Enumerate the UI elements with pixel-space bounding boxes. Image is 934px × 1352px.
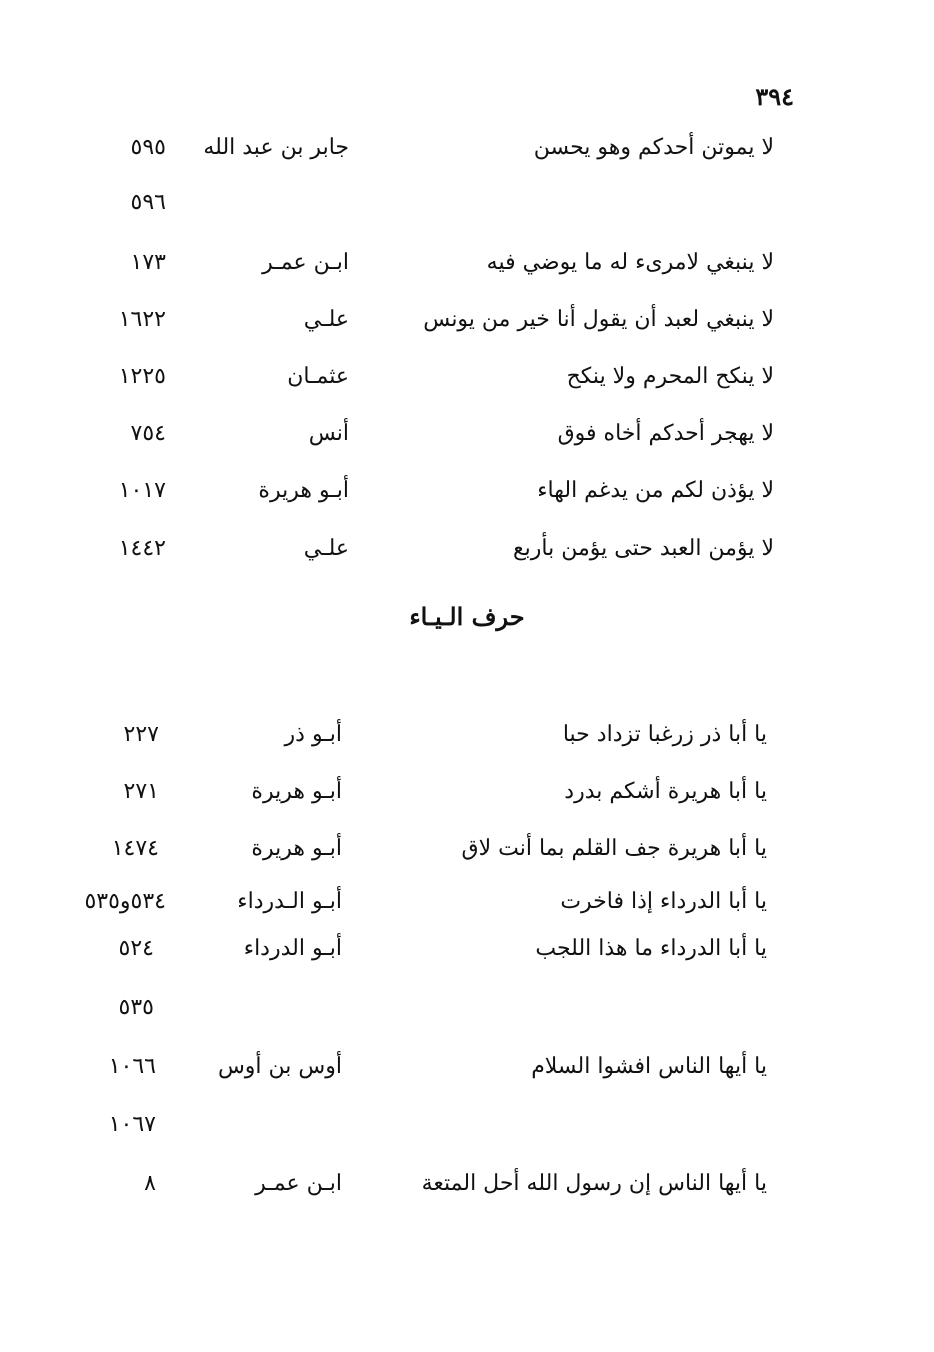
- narrator-name: أبـو ذر: [284, 722, 342, 747]
- narrator-name: أبـو هريرة: [251, 836, 342, 861]
- reference-number: ٥٣٥: [118, 995, 154, 1020]
- narrator-name: جابر بن عبد الله: [203, 135, 349, 160]
- reference-number: ٢٧١: [123, 779, 159, 804]
- index-row: [0, 307, 934, 347]
- narrator-name: علـي: [303, 307, 349, 332]
- hadith-text: لا ينبغي لامرىء له ما يوضي فيه: [486, 250, 774, 275]
- reference-number: ٢٢٧: [123, 722, 159, 747]
- hadith-text: يا أبا هريرة أشكم بدرد: [564, 779, 767, 804]
- reference-number: ٥٣٤و٥٣٥: [84, 889, 166, 914]
- narrator-name: أبـو هريرة: [251, 779, 342, 804]
- narrator-name: عثمـان: [287, 364, 349, 389]
- hadith-text: يا أبا هريرة جف القلم بما أنت لاق: [461, 836, 767, 861]
- index-row: [0, 421, 934, 461]
- reference-number: ١٠٦٧: [108, 1112, 156, 1137]
- hadith-text: يا أبا الدرداء إذا فاخرت: [560, 889, 767, 914]
- index-row: [0, 936, 934, 976]
- reference-number: ١٤٧٤: [111, 836, 159, 861]
- hadith-text: لا يؤمن العبد حتى يؤمن بأربع: [512, 536, 774, 561]
- index-row: [0, 364, 934, 404]
- index-row: [0, 779, 934, 819]
- hadith-text: لا ينبغي لعبد أن يقول أنا خير من يونس: [423, 307, 774, 332]
- narrator-name: أبـو هريرة: [258, 478, 349, 503]
- reference-number: ٥٩٦: [130, 190, 166, 215]
- reference-number: ١٢٢٥: [118, 364, 166, 389]
- index-row: [0, 1171, 934, 1211]
- reference-number: ١٠١٧: [118, 478, 166, 503]
- narrator-name: أبـو الدرداء: [243, 936, 342, 961]
- index-row: [0, 190, 934, 230]
- narrator-name: ابـن عمـر: [255, 1171, 342, 1196]
- reference-number: ١٧٣: [130, 250, 166, 275]
- reference-number: ٥٢٤: [118, 936, 154, 961]
- reference-number: ١٤٤٢: [118, 536, 166, 561]
- hadith-text: يا أبا ذر زرغبا تزداد حبا: [562, 722, 767, 747]
- index-row: [0, 889, 934, 929]
- narrator-name: ابـن عمـر: [262, 250, 349, 275]
- index-row: [0, 250, 934, 290]
- index-row: [0, 536, 934, 576]
- hadith-text: يا أيها الناس افشوا السلام: [531, 1054, 767, 1079]
- reference-number: ١٠٦٦: [108, 1054, 156, 1079]
- reference-number: ٧٥٤: [130, 421, 166, 446]
- hadith-text: يا أبا الدرداء ما هذا اللجب: [535, 936, 767, 961]
- reference-number: ١٦٢٢: [118, 307, 166, 332]
- index-row: [0, 478, 934, 518]
- index-row: [0, 1112, 934, 1152]
- narrator-name: علـي: [303, 536, 349, 561]
- hadith-text: لا يهجر أحدكم أخاه فوق: [557, 421, 774, 446]
- hadith-text: لا يؤذن لكم من يدغم الهاء: [537, 478, 774, 503]
- reference-number: ٨: [144, 1171, 156, 1196]
- narrator-name: أوس بن أوس: [217, 1054, 342, 1079]
- index-row: [0, 995, 934, 1035]
- hadith-text: لا يموتن أحدكم وهو يحسن: [533, 135, 774, 160]
- narrator-name: أنس: [308, 421, 349, 446]
- narrator-name: أبـو الـدرداء: [237, 889, 342, 914]
- index-row: [0, 1054, 934, 1094]
- hadith-text: يا أيها الناس إن رسول الله أحل المتعة: [421, 1171, 767, 1196]
- index-row: [0, 836, 934, 876]
- index-row: [0, 135, 934, 175]
- index-row: [0, 722, 934, 762]
- hadith-text: لا ينكح المحرم ولا ينكح: [566, 364, 774, 389]
- reference-number: ٥٩٥: [130, 135, 166, 160]
- page-number: ٣٩٤: [755, 82, 794, 111]
- section-heading: حرف الـيـاء: [409, 602, 525, 631]
